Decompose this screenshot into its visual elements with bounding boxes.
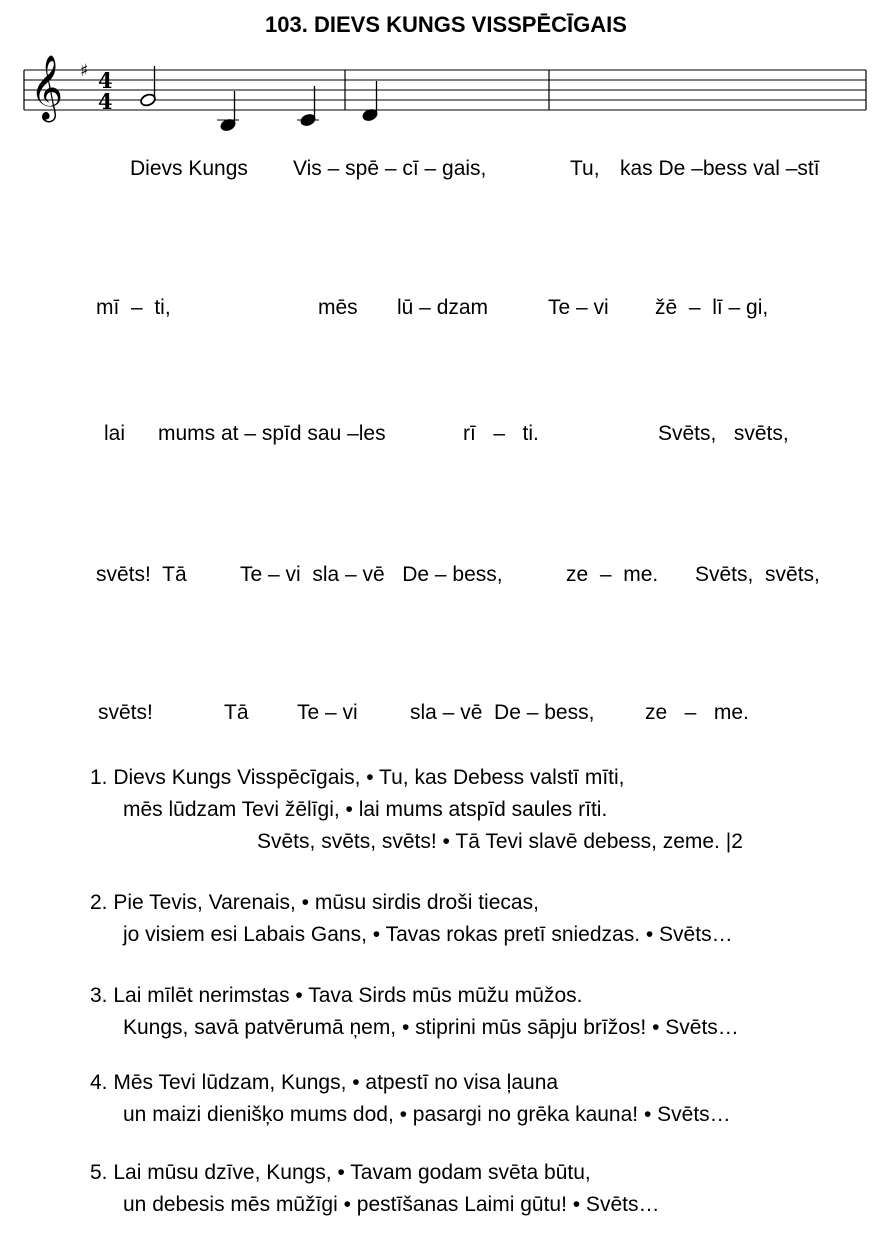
lyric-line-3-d: Svēts, svēts, [658,422,789,445]
lyric-line-4-c: ze – me. [566,563,659,586]
lyric-line-5-b: Tā [224,701,249,724]
verse-3 [90,980,739,1044]
lyric-line-2-a: mī – ti, [96,296,171,319]
lyric-line-2-e: žē – lī – gi, [655,296,769,319]
time-signature-bottom: 4 [98,89,113,114]
verse-line: 3. Lai mīlēt nerimstas • Tava Sirds mūs mūžu mūžos. [90,984,583,1007]
lyric-line-2-c: lū – dzam [397,296,489,319]
verse-line: mēs lūdzam Tevi žēlīgi, • lai mums atspīd saules rīti. [123,798,608,821]
lyric-line-2-d: Te – vi [548,296,609,319]
lyric-line-3-c: rī – ti. [463,422,539,445]
verse-line: 4. Mēs Tevi lūdzam, Kungs, • atpestī no visa ļauna [90,1071,559,1094]
verse-5 [90,1157,659,1221]
lyric-line-4-a: svēts! Tā [96,563,187,586]
lyric-line-5-c: Te – vi [297,701,358,724]
lyric-line-5-e: ze – me. [645,701,749,724]
verse-1 [90,762,743,858]
lyric-line-1-c: Tu, [570,157,600,180]
verse-line: Svēts, svēts, svēts! • Tā Tevi slavē debess, zeme. |2 [257,830,743,853]
lyric-line-3-a: lai [104,422,126,445]
verse-line: 2. Pie Tevis, Varenais, • mūsu sirdis droši tiecas, [90,891,539,914]
verse-line: jo visiem esi Labais Gans, • Tavas rokas pretī sniedzas. • Svēts… [123,923,733,946]
verse-4 [90,1067,731,1131]
lyric-line-4-d: Svēts, svēts, [695,563,820,586]
sharp-icon: ♯ [80,61,89,81]
treble-clef-icon: 𝄞 [30,55,64,120]
verse-line: 1. Dievs Kungs Visspēcīgais, • Tu, kas Debess valstī mīti, [90,766,625,789]
verse-line: un debesis mēs mūžīgi • pestīšanas Laimi gūtu! • Svēts… [123,1193,660,1216]
verse-2 [90,887,733,951]
lyric-line-1-a: Dievs Kungs [130,157,248,180]
lyric-line-5-d: sla – vē De – bess, [410,701,595,724]
verse-line: un maizi dienišķo mums dod, • pasargi no grēka kauna! • Svēts… [123,1103,731,1126]
lyric-line-2-b: mēs [318,296,358,319]
verse-line: 5. Lai mūsu dzīve, Kungs, • Tavam godam svēta būtu, [90,1161,591,1184]
lyric-line-5-a: svēts! [98,701,153,724]
hymn-title: 103. DIEVS KUNGS VISSPĒCĪGAIS [265,12,627,37]
verse-line: Kungs, savā patvērumā ņem, • stiprini mūs sāpju brīžos! • Svēts… [123,1016,739,1039]
time-signature-top: 4 [98,68,113,93]
lyric-line-4-b: Te – vi sla – vē De – bess, [240,563,503,586]
lyric-line-1-d: kas De –bess val –stī [620,157,820,180]
lyric-line-3-b: mums at – spīd sau –les [158,422,386,445]
lyric-line-1-b: Vis – spē – cī – gais, [293,157,487,180]
